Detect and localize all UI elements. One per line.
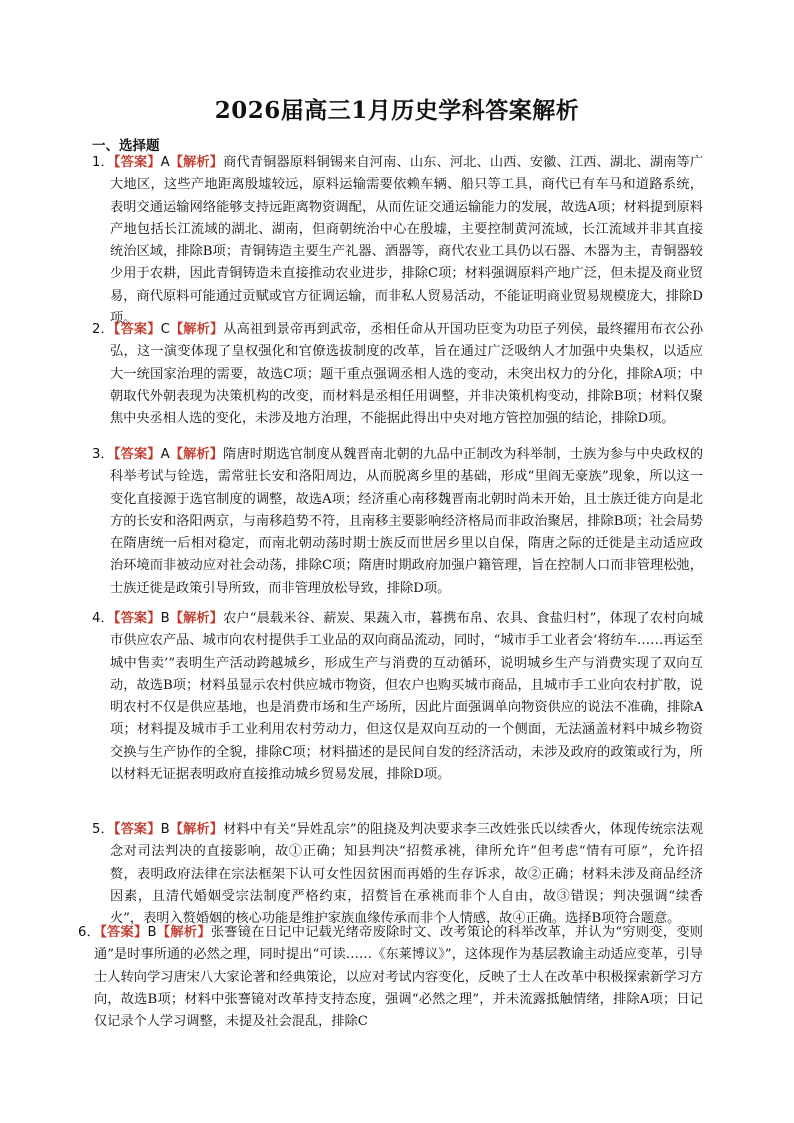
question-number: 2． — [92, 322, 114, 337]
section-heading: 一、选择题 — [92, 138, 160, 154]
question-number: 1． — [92, 155, 114, 170]
answer-letter: B — [160, 611, 170, 626]
answer-tag: 【答案】 — [113, 447, 161, 462]
question-item — [92, 608, 703, 786]
analysis-tag: 【解析】 — [169, 822, 224, 837]
analysis-tag: 【解析】 — [169, 447, 224, 462]
analysis-text: 商代青铜器原料铜锡来自河南、山东、河北、山西、安徽、江西、湖北、湖南等广大地区，这些产地距离殷墟较远，原料运输需要依赖车辆、船只等工具，商代已有车马和道路系统，表明交通运输网络能够支持远距离物资调配，从而佐证交通运输能力的发展，故选A项；材料提到原料产地包括长江流域的湖北、湖南，但商朝统治中心在殷墟，主要控制黄河流域，长江流域并非其直接统治区域，排除B项；青铜铸造主要生产礼器、酒器等，商代农业工具仍以石器、木器为主，青铜器较少用于农耕，因此青铜铸造未直接推动农业进步，排除C项；材料强调原料产地广泛，但未提及商业贸易，商代原料可能通过贡赋或官方征调运输，而非私人贸易活动，不能证明商业贸易规模庞大，排除D项。 — [110, 155, 704, 327]
answer-letter: A — [160, 155, 170, 170]
analysis-text: 从高祖到景帝再到武帝，丞相任命从开国功臣变为功臣子列侯，最终擢用布衣公孙弘，这一演变体现了皇权强化和官僚选拔制度的改革，旨在通过广泛吸纳人才加强中央集权，以适应大一统国家治理的需要，故选C项；题干重点强调丞相人选的变动，未突出权力的分化，排除A项；中朝取代外朝表现为决策机构的改变，而材料是丞相任用调整，并非决策机构变动，排除B项；材料仅聚焦中央丞相人选的变化，未涉及地方治理，不能据此得出中央对地方管控加强的结论，排除D项。 — [110, 322, 704, 427]
question-item — [92, 152, 703, 330]
question-number: 4． — [92, 611, 114, 626]
answer-letter: B — [147, 925, 157, 940]
answer-tag: 【答案】 — [100, 925, 148, 940]
answer-tag: 【答案】 — [113, 155, 161, 170]
question-item — [92, 319, 703, 430]
question-item — [92, 819, 703, 930]
answer-letter: C — [160, 322, 170, 337]
analysis-text: 材料中有关“异姓乱宗”的阻挠及判决要求李三改姓张氏以续香火，体现传统宗法观念对司法判决的直接影响，故①正确；知县判决“招赘承祧，律所允许”但考虑“情有可原”，允许招赘，表明政府法律在宗法框架下认可女性因贫困而再婚的生存诉求，故②正确；材料未涉及商品经济因素，且清代婚姻受宗法制度严格约束，招赘旨在承祧而非个人自由，故③错误；判决强调“续香火”，表明入赘婚姻的核心功能是维护家族血缘传承而非个人情感，故④正确。选择B项符合题意。 — [110, 822, 704, 927]
answer-tag: 【答案】 — [113, 822, 161, 837]
analysis-text: 农户“晨载米谷、薪炭、果蔬入市，暮携布帛、农具、食盐归村”，体现了农村向城市供应农产品、城市向农村提供手工业品的双向商品流动，同时，“城市手工业者会‘将纺车……再运至城中售卖’”表明生产活动跨越城乡，形成生产与消费的互动循环，说明城乡生产与消费实现了双向互动，故选B项；材料虽显示农村供应城市物资，但农户也购买城市商品，且城市手工业向农村扩散，说明农村不仅是供应基地，也是消费市场和生产场所，因此片面强调单向物资供应的说法不准确，排除A项；材料提及城市手工业利用农村劳动力，但这仅是双向互动的一个侧面，无法涵盖材料中城乡物资交换与生产协作的全貌，排除C项；材料描述的是民间自发的经济活动，未涉及政府的政策或行为，所以材料无证据表明政府直接推动城乡贸易发展，排除D项。 — [110, 611, 704, 783]
question-item — [92, 444, 703, 600]
analysis-tag: 【解析】 — [169, 611, 224, 626]
analysis-tag: 【解析】 — [169, 322, 224, 337]
answer-tag: 【答案】 — [113, 611, 161, 626]
answer-tag: 【答案】 — [113, 322, 161, 337]
question-number: 3． — [92, 447, 114, 462]
page-title: 2026届高三1月历史学科答案解析 — [214, 97, 580, 124]
analysis-text: 隋唐时期选官制度从魏晋南北朝的九品中正制改为科举制，士族为参与中央政权的科举考试与铨选，需常驻长安和洛阳周边，从而脱离乡里的基础，形成“里阎无豪族”现象，所以这一变化直接源于选官制度的调整，故选A项；经济重心南移魏晋南北朝时尚未开始，且士族迁徙方向是北方的长安和洛阳两京，与南移趋势不符，且南移主要影响经济格局而非政治聚居，排除B项；社会局势在隋唐统一后相对稳定，而南北朝动荡时期士族反而世居乡里以自保，隋唐之际的迁徙是主动适应政治环境而非被动应对社会动荡，排除C项；隋唐时期政府加强户籍管理，旨在控制人口而非管理松弛，士族迁徙是政策引导所致，而非管理放松导致，排除D项。 — [110, 447, 704, 596]
answer-letter: B — [160, 822, 170, 837]
analysis-tag: 【解析】 — [156, 925, 211, 940]
answer-letter: A — [160, 447, 170, 462]
analysis-tag: 【解析】 — [169, 155, 224, 170]
question-item — [78, 922, 703, 1033]
question-number: 6． — [78, 925, 101, 940]
question-number: 5． — [92, 822, 114, 837]
analysis-text: 张謇镜在日记中记载光绪帝废除时文、改考策论的科举改革，并认为“穷则变，变则通”是时事所通的必然之理，同时提出“可读……《东莱博议》”，这体现作为基层教谕主动适应变革，引导士人转向学习唐宋八大家论著和经典策论，以应对考试内容变化，反映了士人在改革中积极探索新学习方向，故选B项；材料中张謇镜对改革持支持态度，强调“必然之理”，并未流露抵触情绪，排除A项；日记仅记录个人学习调整，未提及社会混乱，排除C — [94, 925, 703, 1030]
